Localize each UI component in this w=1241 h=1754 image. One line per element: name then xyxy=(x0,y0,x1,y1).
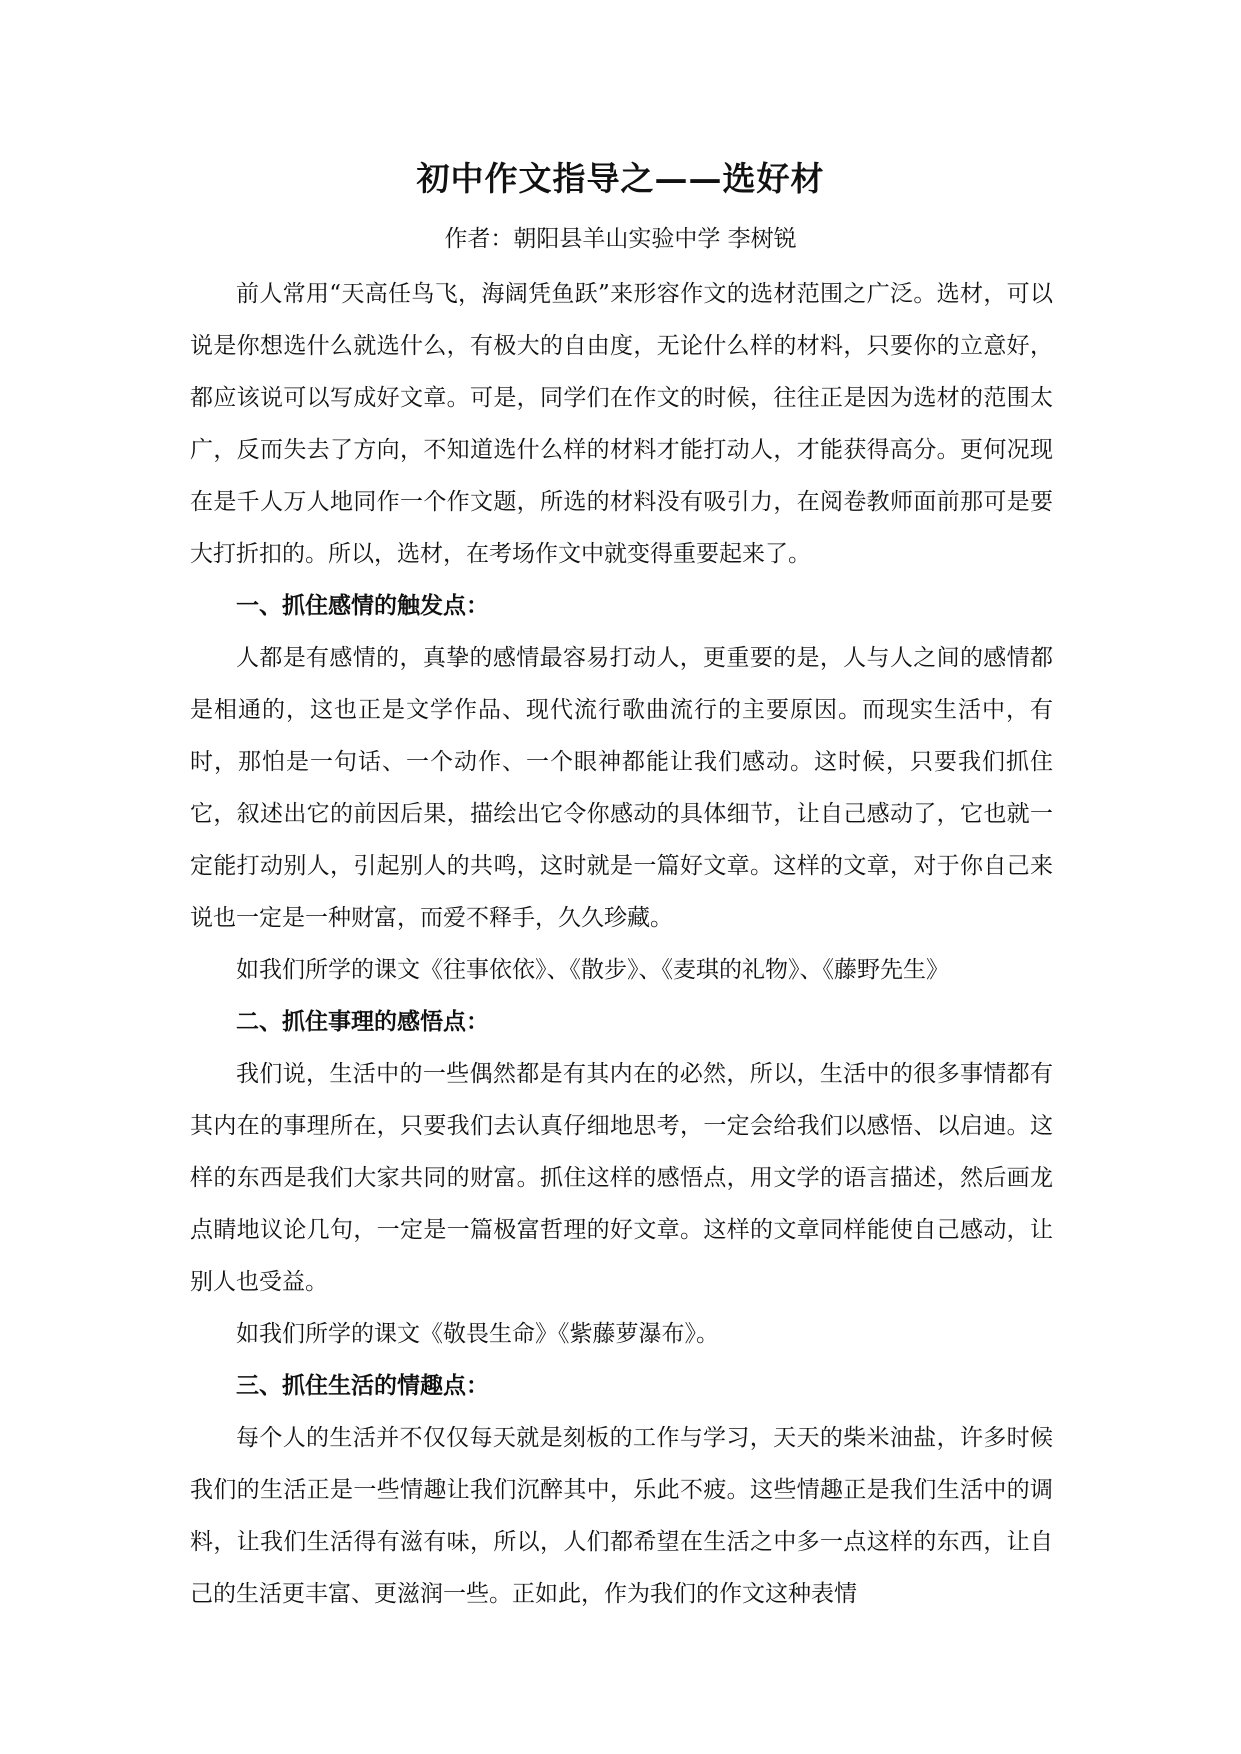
section-heading-1: 一、抓住感情的触发点： xyxy=(236,592,489,619)
section-heading-2: 二、抓住事理的感悟点： xyxy=(236,1008,489,1035)
example-paragraph: 如我们所学的课文《敬畏生命》《紫藤萝瀑布》。 xyxy=(236,1321,719,1347)
section-heading-3: 三、抓住生活的情趣点： xyxy=(236,1372,489,1399)
author-line: 作者：朝阳县羊山实验中学 李树锐 xyxy=(444,226,797,252)
example-paragraph: 如我们所学的课文《往事依依》、《散步》、《麦琪的礼物》、《藤野先生》 xyxy=(236,957,949,983)
body-paragraph: 我们说，生活中的一些偶然都是有其内在的必然，所以，生活中的很多事情都有其内在的事理所在，只要我们去认真仔细地思考，一定会给我们以感悟、以启迪。这样的东西是我们大家共同的财富。抓住这样的感悟点，用文学的语言描述，然后画龙点睛地议论几句，一定是一篇极富哲理的好文章。这样的文章同样能使自己感动，让别人也受益。 xyxy=(190,1061,1053,1295)
body-paragraph: 每个人的生活并不仅仅每天就是刻板的工作与学习，天天的柴米油盐，许多时候我们的生活正是一些情趣让我们沉醉其中，乐此不疲。这些情趣正是我们生活中的调料，让我们生活得有滋有味，所以，人们都希望在生活之中多一点这样的东西，让自己的生活更丰富、更滋润一些。正如此，作为我们的作文这种表情 xyxy=(190,1425,1053,1607)
body-paragraph: 人都是有感情的，真挚的感情最容易打动人，更重要的是，人与人之间的感情都是相通的，这也正是文学作品、现代流行歌曲流行的主要原因。而现实生活中，有时，那怕是一句话、一个动作、一个眼神都能让我们感动。这时候，只要我们抓住它，叙述出它的前因后果，描绘出它令你感动的具体细节，让自己感动了，它也就一定能打动别人，引起别人的共鸣，这时就是一篇好文章。这样的文章，对于你自己来说也一定是一种财富，而爱不释手，久久珍藏。 xyxy=(190,645,1053,931)
intro-paragraph: 前人常用“天高任鸟飞，海阔凭鱼跃”来形容作文的选材范围之广泛。选材，可以说是你想选什么就选什么，有极大的自由度，无论什么样的材料，只要你的立意好，都应该说可以写成好文章。可是，同学们在作文的时候，往往正是因为选材的范围太广，反而失去了方向，不知道选什么样的材料才能打动人，才能获得高分。更何况现在是千人万人地同作一个作文题，所选的材料没有吸引力，在阅卷教师面前那可是要大打折扣的。所以，选材，在考场作文中就变得重要起来了。 xyxy=(190,281,1053,567)
document-body xyxy=(190,268,1053,1620)
document-title: 初中作文指导之——选好材 xyxy=(416,159,825,198)
